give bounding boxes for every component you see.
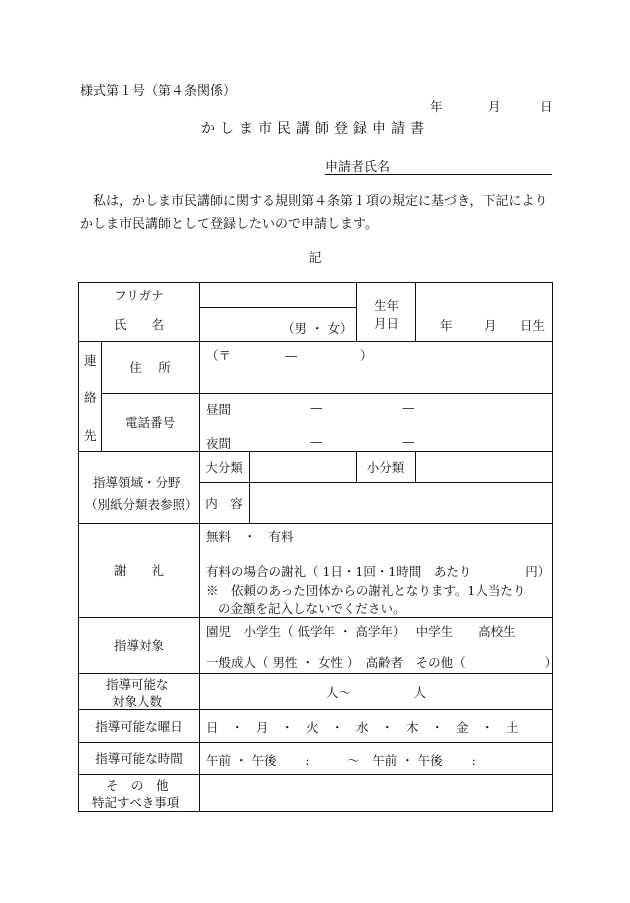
date-month: 月 [488,99,501,114]
form-number: 様式第１号（第４条関係） [80,84,237,99]
target-count-label: 指導可能な 対象人数 [106,677,169,709]
time-options[interactable]: 午前 ・ 午後 : 〜 午前 ・ 午後 : [206,753,476,768]
name-label: 氏 名 [113,317,164,332]
phone-label: 電話番号 [124,415,175,430]
fee-options[interactable]: 無料 ・ 有料 [206,529,294,544]
target-input[interactable] [200,618,558,673]
fee-input[interactable] [200,524,552,617]
minor-category-input[interactable] [416,452,552,482]
furigana-label: フリガナ [114,288,164,303]
date-year: 年 [430,99,443,114]
content-input[interactable] [250,483,552,523]
page-title: かしま市民講師登録申請書 [201,121,429,137]
fee-note-line-1: ※ 依頼のあった団体からの謝礼となります。1人当たり [206,583,526,598]
target-options-line-1[interactable]: 園児 小学生（ 低学年 ・ 高学年） 中学生 高校生 [206,624,516,639]
other-notes-input[interactable] [200,775,552,811]
time-label: 指導可能な時間 [95,751,183,766]
name-input[interactable] [200,308,356,341]
daytime-label: 昼間 [206,402,232,417]
birthdate-label: 生年 月日 [374,298,400,331]
postal-code: （〒 — ） [206,348,373,363]
major-category-label: 大分類 [205,459,243,475]
application-statement: 私は，かしま市民講師に関する規則第４条第１項の規定に基づき，下記によりかしま市民講師として登録したいので申請します。 [80,194,548,232]
fee-label: 謝 礼 [113,563,164,578]
gender-options[interactable]: （男 ・ 女） [282,321,353,336]
birth-day-unit: 日生 [520,318,546,333]
contact-label: 連 絡 先 [84,353,97,443]
phone-input[interactable]: 昼間 — — 夜間 — — [206,400,415,451]
applicant-name-label: 申請者氏名 [325,160,391,175]
address-input[interactable] [200,342,552,393]
minor-category-label: 小分類 [366,459,405,475]
ki-heading: 記 [308,251,322,266]
target-count-input[interactable]: 人〜 人 [325,684,426,700]
birthdate-input[interactable] [416,284,552,341]
target-label: 指導対象 [113,638,164,653]
applicant-name-field[interactable] [325,156,552,175]
content-label: 内 容 [205,495,243,511]
night-label: 夜間 [206,436,232,451]
weekday-label: 指導可能な曜日 [95,718,183,734]
date-line [430,97,553,115]
fee-detail: 有料の場合の謝礼（ 1日・1回・1時間 あたり 円） [206,564,551,579]
target-options-line-2[interactable]: 一般成人（ 男性 ・ 女性 ） 高齢者 その他（ ） [206,655,558,670]
field-label: 指導領域・分野 （別紙分類表参照） [85,475,198,512]
weekday-input[interactable] [200,710,552,742]
furigana-input[interactable] [200,284,356,307]
registration-form-table [78,282,558,812]
date-day: 日 [540,99,553,114]
weekday-options[interactable]: 日 ・ 月 ・ 火 ・ 水 ・ 木 ・ 金 ・ 土 [206,720,519,735]
birth-year-unit: 年 [440,318,453,333]
major-category-input[interactable] [250,452,356,482]
birth-month-unit: 月 [484,318,497,333]
time-input[interactable] [200,743,552,774]
address-label: 住 所 [129,360,171,375]
other-notes-label: そ の 他 特記すべき事項 [92,778,180,810]
fee-note-line-2: の金額を記入しないでください。 [218,601,406,616]
